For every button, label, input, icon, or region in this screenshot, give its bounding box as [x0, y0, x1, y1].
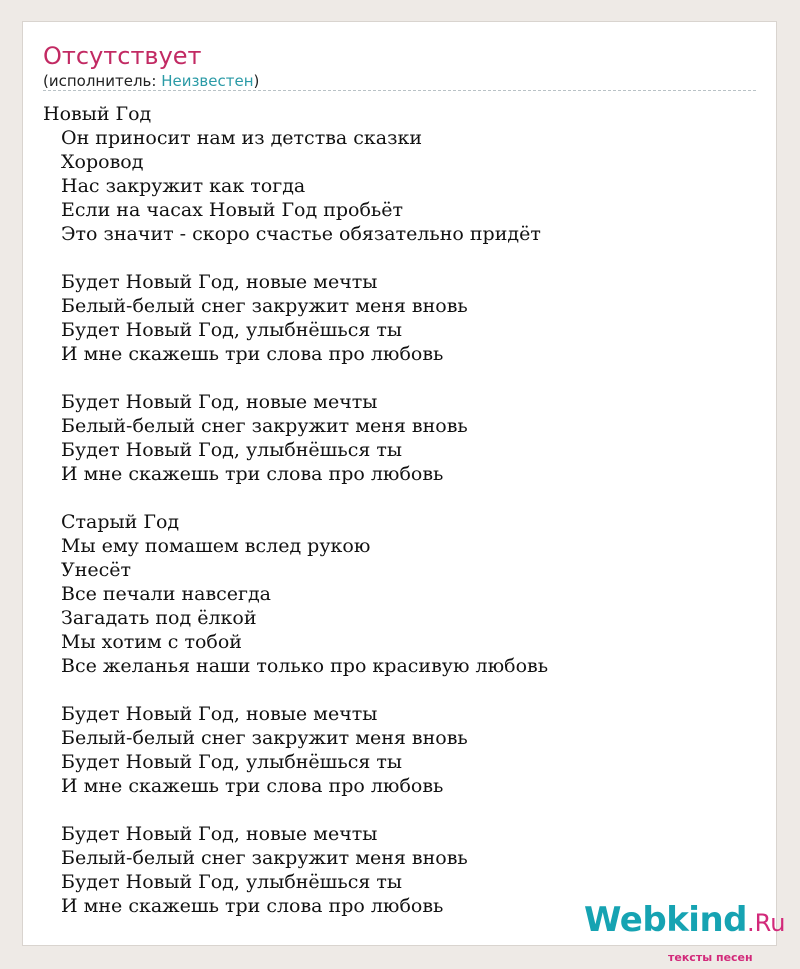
lyrics-line: Новый Год: [43, 103, 152, 125]
artist-link[interactable]: Неизвестен: [161, 72, 254, 90]
lyrics-line: Загадать под ёлкой: [61, 607, 257, 629]
lyrics-line: И мне скажешь три слова про любовь: [61, 463, 444, 485]
artist-prefix: (исполнитель:: [43, 72, 162, 90]
lyrics-blank-line: [43, 798, 548, 822]
lyrics-line: Белый-белый снег закружит меня вновь: [61, 295, 468, 317]
lyrics-line: Белый-белый снег закружит меня вновь: [61, 847, 468, 869]
lyrics-line: Белый-белый снег закружит меня вновь: [61, 727, 468, 749]
lyrics-line: Будет Новый Год, новые мечты: [61, 391, 378, 413]
lyrics-line: Это значит - скоро счастье обязательно придёт: [61, 223, 541, 245]
site-logo[interactable]: [584, 900, 786, 964]
lyrics-line: Все желанья наши только про красивую любовь: [61, 655, 549, 677]
lyrics-line: Белый-белый снег закружит меня вновь: [61, 415, 468, 437]
lyrics-line: Хоровод: [61, 151, 144, 173]
lyrics-line: Мы ему помашем вслед рукою: [61, 535, 371, 557]
lyrics-line: Все печали навсегда: [61, 583, 272, 605]
title-divider: [43, 90, 756, 91]
logo-wordmark: [584, 900, 785, 943]
artist-line: [43, 71, 259, 91]
lyrics-line: Будет Новый Год, новые мечты: [61, 823, 378, 845]
lyrics-line: И мне скажешь три слова про любовь: [61, 775, 444, 797]
lyrics-line: Будет Новый Год, улыбнёшься ты: [61, 751, 402, 773]
lyrics-line: Будет Новый Год, улыбнёшься ты: [61, 439, 402, 461]
artist-suffix: ): [253, 72, 260, 90]
lyrics-blank-line: [43, 246, 548, 270]
logo-tagline: тексты песен: [668, 951, 753, 964]
lyrics-card: [22, 21, 786, 964]
lyrics-line: Будет Новый Год, новые мечты: [61, 703, 378, 725]
logo-name: Webkind: [584, 900, 747, 940]
lyrics-line: Будет Новый Год, новые мечты: [61, 271, 378, 293]
lyrics-line: Унесёт: [61, 559, 132, 581]
lyrics-text: [43, 102, 548, 918]
lyrics-line: Будет Новый Год, улыбнёшься ты: [61, 319, 402, 341]
lyrics-line: Мы хотим с тобой: [61, 631, 242, 653]
lyrics-line: Будет Новый Год, улыбнёшься ты: [61, 871, 402, 893]
lyrics-line: И мне скажешь три слова про любовь: [61, 343, 444, 365]
lyrics-blank-line: [43, 486, 548, 510]
lyrics-blank-line: [43, 366, 548, 390]
lyrics-blank-line: [43, 678, 548, 702]
logo-tld: .Ru: [747, 909, 786, 937]
song-title: Отсутствует: [43, 42, 202, 70]
lyrics-line: Если на часах Новый Год пробьёт: [61, 199, 404, 221]
lyrics-line: Он приносит нам из детства сказки: [61, 127, 423, 149]
lyrics-line: Нас закружит как тогда: [61, 175, 306, 197]
lyrics-line: Старый Год: [61, 511, 180, 533]
lyrics-line: И мне скажешь три слова про любовь: [61, 895, 444, 917]
